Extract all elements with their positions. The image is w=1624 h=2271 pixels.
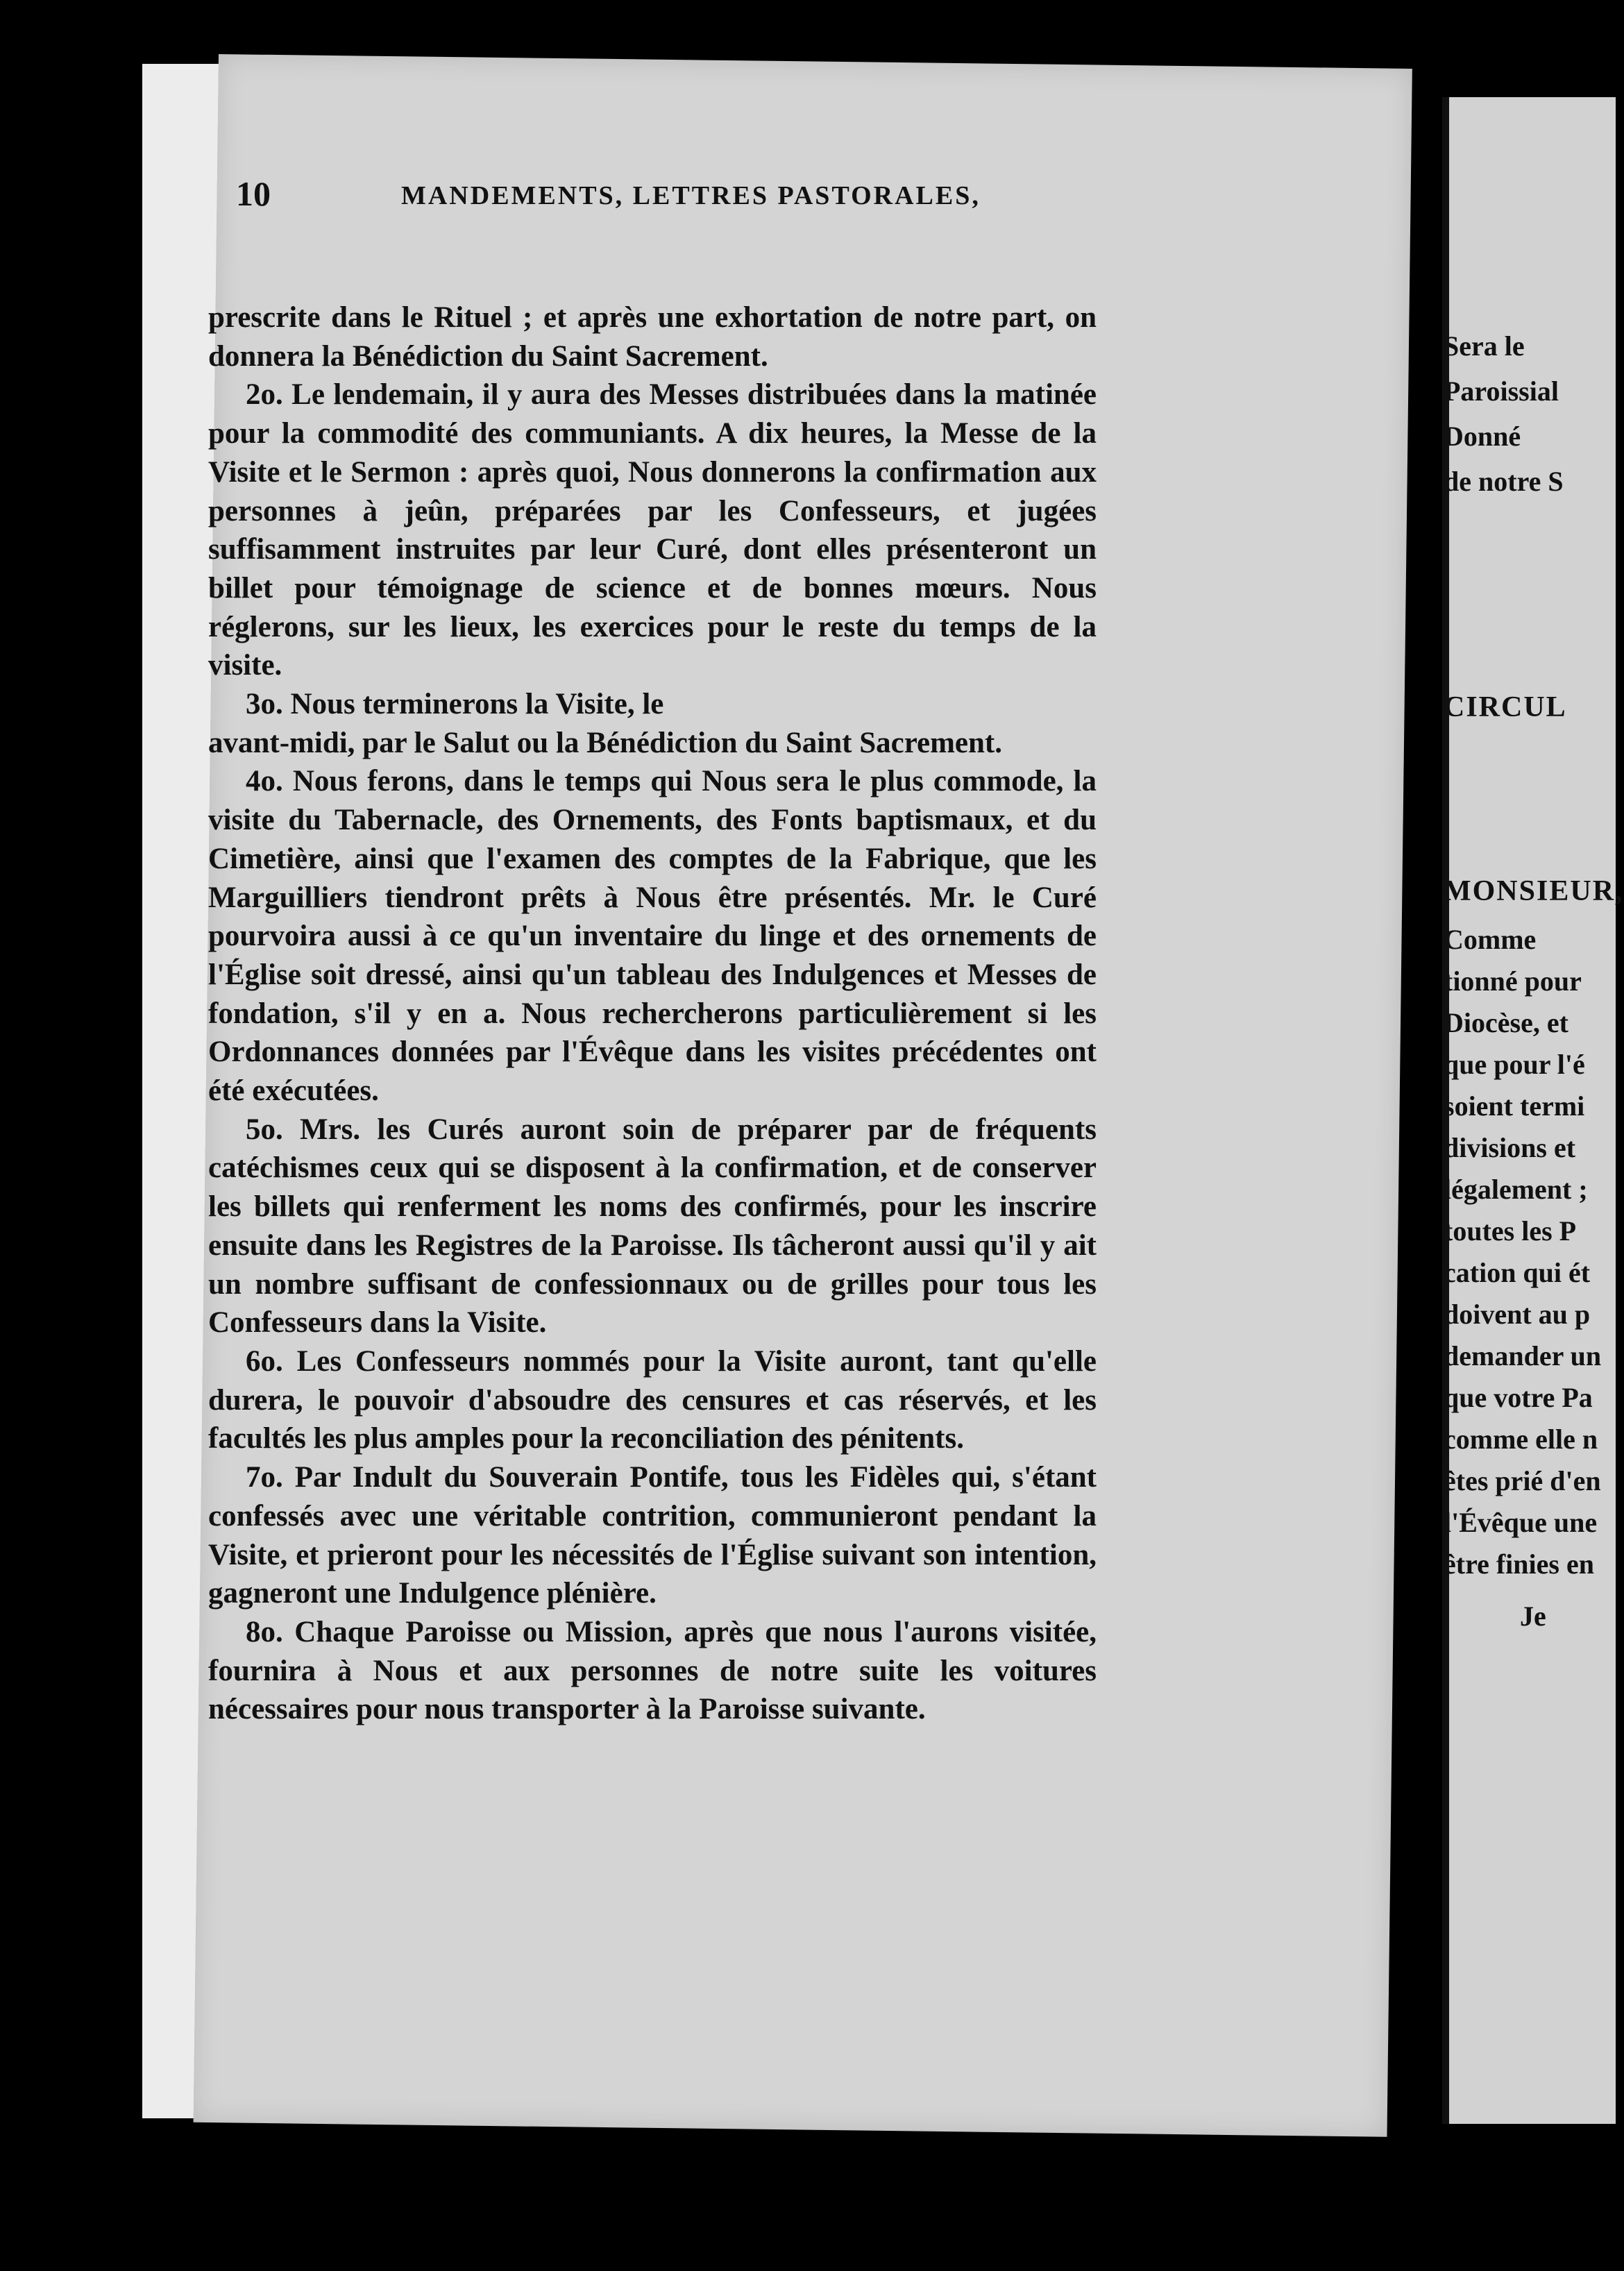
right-fragment-line: soient termi [1444, 1090, 1585, 1122]
right-fragment-line: toutes les P [1444, 1215, 1577, 1247]
paragraph-item-8: 8o. Chaque Paroisse ou Mission, après que nous l'aurons visitée, fournira à Nous et aux personnes de notre suite les voitures nécessaires pour nous transporter à la Paroisse suivante. [208, 1615, 1097, 1726]
right-fragment-line: cation qui ét [1444, 1257, 1591, 1288]
right-fragment-line: l'Évêque une [1444, 1507, 1598, 1538]
right-page-text-fragments [1444, 0, 1624, 2152]
paragraph-item-5: 5o. Mrs. les Curés auront soin de préparer par de fréquents catéchismes ceux qui se disposent à la confirmation, et de conserver les billets qui renferment les noms des confirmés, pour les inscrire ensuite dans les Registres de la Paroisse. Ils tâcheront aussi qu'il y ait un nombre suffisant de confessionnaux ou de grilles pour tous les Confesseurs dans la Visite. [208, 1113, 1097, 1340]
paragraph-item-4: 4o. Nous ferons, dans le temps qui Nous sera le plus commode, la visite du Tabernacle, des Ornements, des Fonts baptismaux, et du Cimetière, ainsi que l'examen des comptes de la Fabrique, que les Marguilliers tiendront prêts à Nous être présentés. Mr. le Curé pourvoira aussi à ce qu'un inventaire du linge et des ornements de l'Église soit dressé, ainsi qu'un tableau des Indulgences et Messes de fondation, s'il y en a. Nous rechercherons particulièrement si les Ordonnances données par l'Évêque dans les visites précédentes ont été exécutées. [208, 765, 1097, 1108]
right-fragment-line: Diocèse, et [1444, 1007, 1568, 1038]
right-fragment-heading: CIRCUL [1444, 691, 1567, 723]
right-fragment-salutation: MONSIEUR, [1444, 875, 1624, 907]
right-fragment-line: Donné [1444, 421, 1521, 452]
paragraph-item-6: 6o. Les Confesseurs nommés pour la Visite auront, tant qu'elle durera, le pouvoir d'absoudre des censures et cas réservés, et les facultés les plus amples pour la reconciliation des pénitents. [208, 1344, 1097, 1455]
running-head [236, 174, 1152, 229]
right-fragment-line: légalement ; [1444, 1174, 1588, 1205]
paragraph-item-2: 2o. Le lendemain, il y aura des Messes distribuées dans la matinée pour la commodité des communiants. A dix heures, la Messe de la Visite et le Sermon : après quoi, Nous donnerons la confirmation aux personnes à jeûn, préparées par les Confesseurs, et jugées suffisamment instruites par leur Curé, dont elles présenteront un billet pour témoignage de science et de bonnes mœurs. Nous réglerons, sur les lieux, les exercices pour le reste du temps de la visite. [208, 378, 1097, 682]
right-fragment-line: demander un [1444, 1340, 1602, 1371]
right-fragment-line: tionné pour [1444, 965, 1582, 997]
right-fragment-line: doivent au p [1444, 1299, 1591, 1330]
main-text-block [208, 298, 1097, 1729]
paragraph-item-7: 7o. Par Indult du Souverain Pontife, tous les Fidèles qui, s'étant confessés avec une véritable contrition, communieront pendant la Visite, et prieront pour les nécessités de l'Église suivant son intention, gagneront une Indulgence plénière. [208, 1461, 1097, 1610]
right-fragment-line: Paroissial [1444, 375, 1559, 407]
right-fragment-line: comme elle n [1444, 1424, 1598, 1455]
right-fragment-line: Je [1520, 1601, 1546, 1632]
paragraph-item-3: 3o. Nous terminerons la Visite, le [246, 688, 664, 721]
running-title: MANDEMENTS, LETTRES PASTORALES, [401, 181, 981, 210]
right-fragment-line: de notre S [1444, 466, 1564, 497]
paragraph-intro-continuation: prescrite dans le Rituel ; et après une exhortation de notre part, on donnera la Bénédiction du Saint Sacrement. [208, 301, 1097, 373]
paragraph-item-3-continued: avant-midi, par le Salut ou la Bénédiction du Saint Sacrement. [208, 726, 1002, 759]
right-fragment-line: être finies en [1444, 1548, 1594, 1580]
page-number: 10 [236, 174, 271, 213]
right-fragment-line: Sera le [1444, 330, 1525, 362]
right-fragment-line: que votre Pa [1444, 1382, 1593, 1413]
right-fragment-line: êtes prié d'en [1444, 1465, 1601, 1496]
right-fragment-line: divisions et [1444, 1132, 1576, 1163]
right-fragment-line: que pour l'é [1444, 1049, 1585, 1080]
right-fragment-line: Comme [1444, 924, 1537, 955]
